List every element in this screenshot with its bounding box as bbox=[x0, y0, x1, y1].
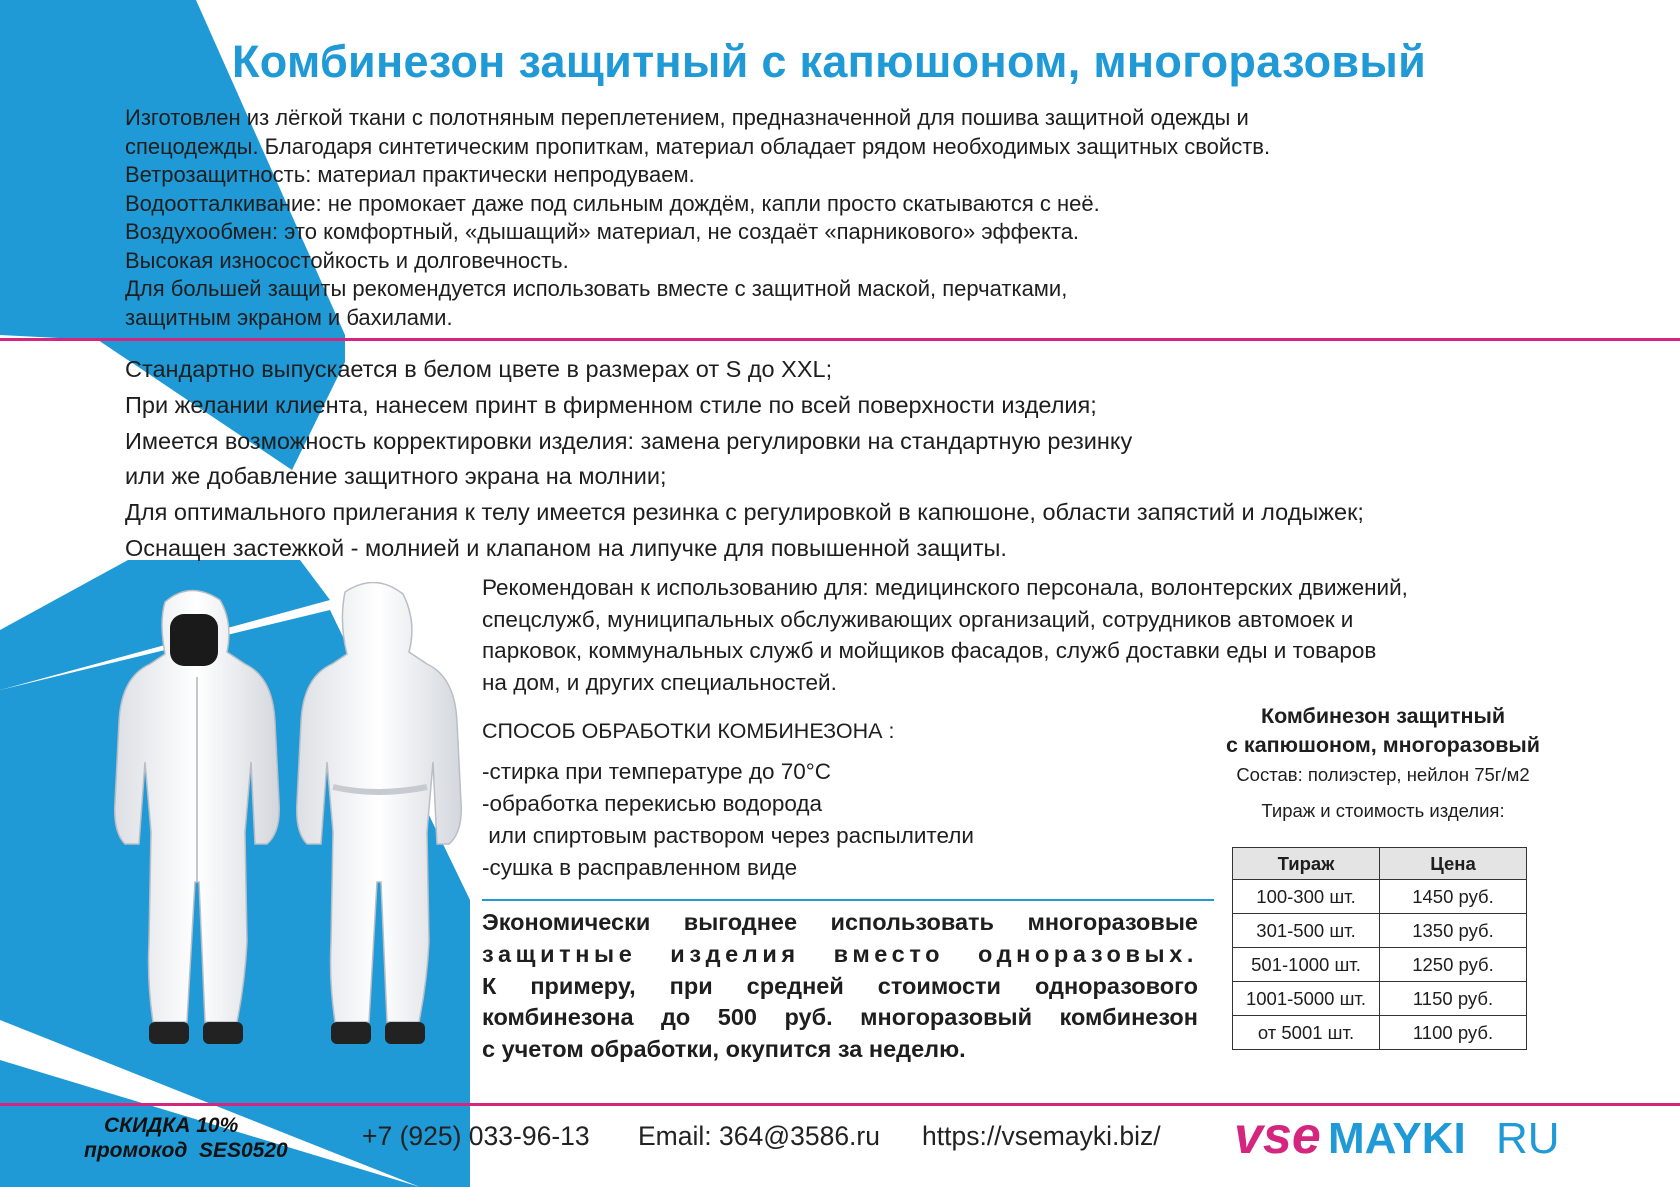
feature-line: Оснащен застежкой - молнией и клапаном на липучке для повышенной защиты. bbox=[125, 534, 1007, 561]
intro-line: Изготовлен из лёгкой ткани с полотняным переплетением, предназначенной для пошива защитной одежды и bbox=[125, 105, 1249, 130]
table-row bbox=[1233, 880, 1527, 914]
divider-top bbox=[0, 338, 1680, 341]
intro-line: Для большей защиты рекомендуется использовать вместе с защитной маской, перчатками, bbox=[125, 276, 1068, 301]
feature-line: Имеется возможность корректировки изделия: замена регулировки на стандартную резинку bbox=[125, 427, 1133, 454]
processing-step: или спиртовым раствором через распылители bbox=[482, 823, 974, 848]
vsemayki-logo[interactable] bbox=[1234, 1107, 1564, 1163]
logo-vse: vse bbox=[1234, 1107, 1321, 1163]
logo-mayki: MAYKI bbox=[1328, 1114, 1466, 1163]
product-title-line2: с капюшоном, многоразовый bbox=[1226, 733, 1540, 757]
intro-line: Воздухообмен: это комфортный, «дышащий» материал, не создаёт «парникового» эффекта. bbox=[125, 219, 1080, 244]
face-mask bbox=[170, 614, 218, 666]
feature-line: При желании клиента, нанесем принт в фирменном стиле по всей поверхности изделия; bbox=[125, 391, 1097, 418]
processing-title: СПОСОБ ОБРАБОТКИ КОМБИНЕЗОНА : bbox=[482, 719, 895, 743]
recommend-line: спецслужб, муниципальных обслуживающих организаций, сотрудников автомоек и bbox=[482, 606, 1354, 632]
price-cell: 1150 руб. bbox=[1380, 982, 1527, 1016]
product-composition: Состав: полиэстер, нейлон 75г/м2 bbox=[1236, 764, 1530, 785]
website-link[interactable]: https://vsemayki.biz/ bbox=[922, 1121, 1161, 1151]
economy-note bbox=[482, 907, 1198, 1066]
economy-line: с учетом обработки, окупится за неделю. bbox=[482, 1036, 966, 1063]
price-cell: 1100 руб. bbox=[1380, 1016, 1527, 1050]
table-row bbox=[1233, 914, 1527, 948]
intro-description bbox=[125, 104, 1625, 332]
table-row bbox=[1233, 948, 1527, 982]
run-cell: 100-300 шт. bbox=[1233, 880, 1380, 914]
price-table bbox=[1232, 847, 1527, 1050]
coverall-photo bbox=[95, 582, 475, 1082]
run-cell: 501-1000 шт. bbox=[1233, 948, 1380, 982]
run-cell: от 5001 шт. bbox=[1233, 1016, 1380, 1050]
phone-number[interactable]: +7 (925) 033-96-13 bbox=[362, 1121, 590, 1151]
table-row bbox=[1233, 1016, 1527, 1050]
run-cell: 1001-5000 шт. bbox=[1233, 982, 1380, 1016]
economy-line: защитные изделия вместо одноразовых. bbox=[482, 940, 1198, 967]
features-list bbox=[125, 352, 1364, 567]
intro-line: спецодежды. Благодаря синтетическим пропиткам, материал обладает рядом необходимых защитных свойств. bbox=[125, 133, 1271, 159]
run-cell: 301-500 шт. bbox=[1233, 914, 1380, 948]
product-summary bbox=[1185, 702, 1581, 822]
recommend-line: на дом, и других специальностей. bbox=[482, 669, 837, 695]
processing-steps bbox=[482, 756, 974, 884]
recommend-line: парковок, коммунальных служб и мойщиков фасадов, служб доставки еды и товаров bbox=[482, 638, 1377, 663]
price-cell: 1450 руб. bbox=[1380, 880, 1527, 914]
email-link[interactable]: Email: 364@3586.ru bbox=[638, 1121, 880, 1151]
recommend-line: Рекомендован к использованию для: медицинского персонала, волонтерских движений, bbox=[482, 575, 1408, 600]
processing-step: -обработка перекисью водорода bbox=[482, 791, 823, 816]
page-title: Комбинезон защитный с капюшоном, многоразовый bbox=[232, 36, 1427, 87]
product-title-line1: Комбинезон защитный bbox=[1260, 704, 1506, 728]
promo-code: промокод SES0520 bbox=[84, 1139, 288, 1162]
column-header-price: Цена bbox=[1380, 848, 1527, 880]
divider-blue bbox=[482, 899, 1214, 901]
price-table-header bbox=[1233, 848, 1527, 880]
coverall-front bbox=[115, 590, 280, 1044]
intro-line: Высокая износостойкость и долговечность. bbox=[125, 247, 569, 273]
price-caption: Тираж и стоимость изделия: bbox=[1261, 800, 1505, 821]
feature-line: Для оптимального прилегания к телу имеется резинка с регулировкой в капюшоне, области запястий и лодыжек; bbox=[125, 499, 1364, 526]
recommendation-text bbox=[482, 572, 1572, 698]
feature-line: или же добавление защитного экрана на молнии; bbox=[125, 463, 667, 490]
table-row bbox=[1233, 982, 1527, 1016]
economy-line: комбинезона до 500 руб. многоразовый комбинезон bbox=[482, 1004, 1198, 1031]
discount-text: СКИДКА 10% bbox=[104, 1114, 239, 1137]
intro-line: Водоотталкивание: не промокает даже под сильным дождём, капли просто скатываются с неё. bbox=[125, 190, 1100, 216]
logo-ru: RU bbox=[1496, 1114, 1560, 1163]
divider-bottom bbox=[0, 1103, 1680, 1106]
economy-line: К примеру, при средней стоимости одноразового bbox=[482, 972, 1198, 999]
column-header-run: Тираж bbox=[1233, 848, 1380, 880]
processing-step: -сушка в расправленном виде bbox=[482, 855, 798, 880]
intro-line: защитным экраном и бахилами. bbox=[125, 304, 453, 330]
processing-step: -стирка при температуре до 70°С bbox=[482, 759, 832, 784]
coverall-back bbox=[297, 582, 462, 1044]
price-cell: 1350 руб. bbox=[1380, 914, 1527, 948]
price-cell: 1250 руб. bbox=[1380, 948, 1527, 982]
feature-line: Стандартно выпускается в белом цвете в размерах от S до XXL; bbox=[125, 356, 833, 382]
economy-line: Экономически выгоднее использовать многоразовые bbox=[482, 909, 1198, 935]
intro-line: Ветрозащитность: материал практически непродуваем. bbox=[125, 162, 695, 187]
promo-block bbox=[84, 1113, 288, 1163]
